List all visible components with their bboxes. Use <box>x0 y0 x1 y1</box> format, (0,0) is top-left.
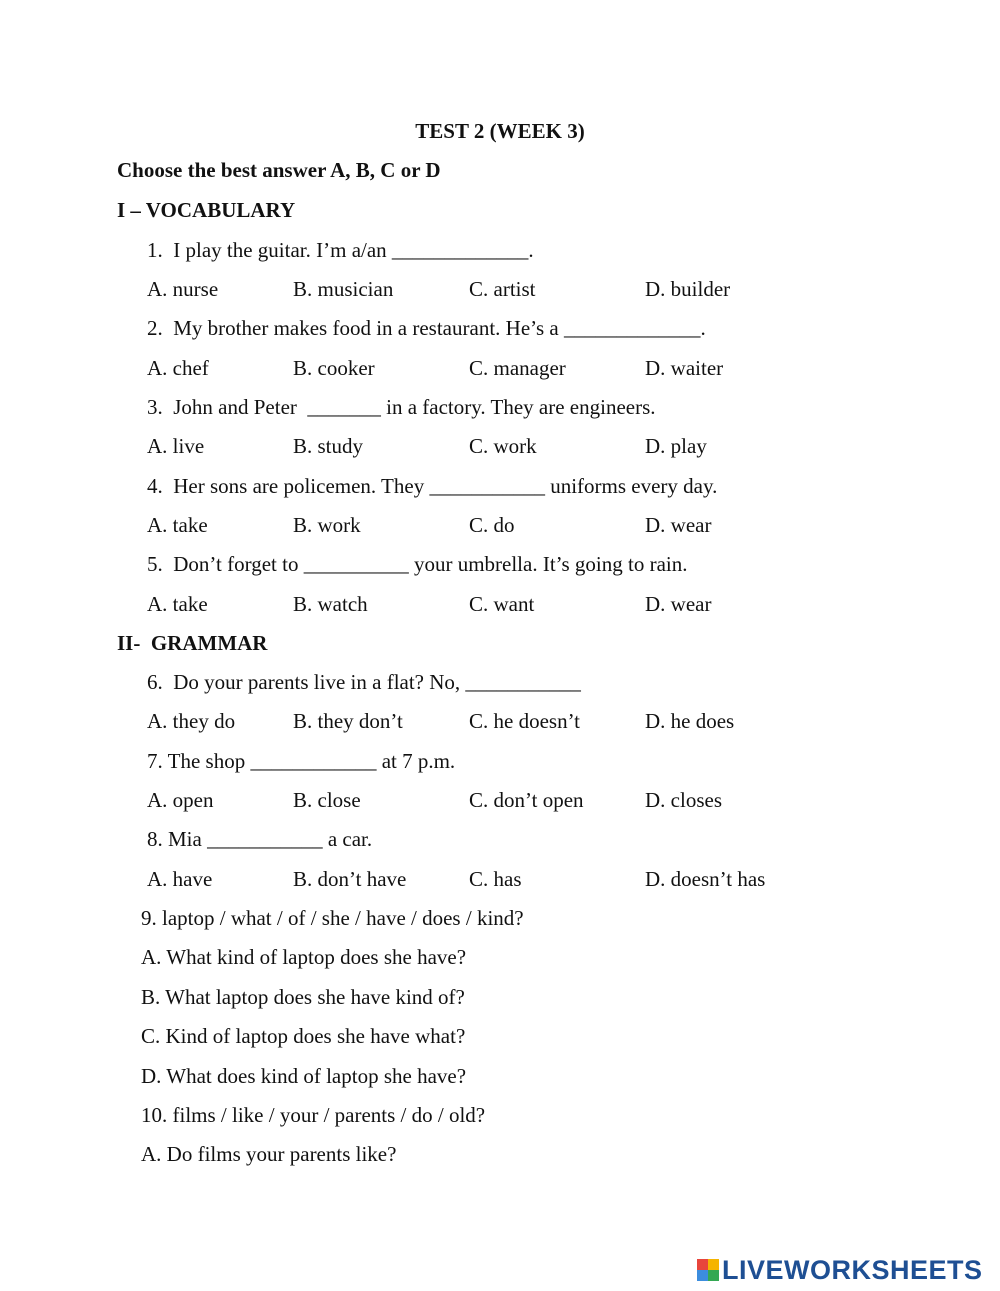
question-7: 7. The shop ____________ at 7 p.m. <box>147 749 456 773</box>
q1-option-b[interactable]: B. musician <box>293 277 394 301</box>
q10-option-a[interactable]: A. Do films your parents like? <box>141 1142 397 1166</box>
question-1: 1. I play the guitar. I’m a/an _____________. <box>147 238 534 262</box>
q7-option-d[interactable]: D. closes <box>645 788 722 812</box>
logo-square-yellow <box>708 1259 719 1270</box>
q9-option-a[interactable]: A. What kind of laptop does she have? <box>141 945 467 969</box>
question-4: 4. Her sons are policemen. They ___________ uniforms every day. <box>147 474 718 498</box>
question-2: 2. My brother makes food in a restaurant. He’s a _____________. <box>147 316 706 340</box>
q3-option-c[interactable]: C. work <box>469 434 537 458</box>
logo-square-blue <box>697 1270 708 1281</box>
q4-option-c[interactable]: C. do <box>469 513 515 537</box>
q3-option-d[interactable]: D. play <box>645 434 707 458</box>
q1-option-c[interactable]: C. artist <box>469 277 536 301</box>
q2-option-c[interactable]: C. manager <box>469 356 566 380</box>
q8-option-d[interactable]: D. doesn’t has <box>645 867 766 891</box>
question-3: 3. John and Peter _______ in a factory. They are engineers. <box>147 395 656 419</box>
liveworksheets-logo[interactable] <box>697 1255 983 1285</box>
q8-option-c[interactable]: C. has <box>469 867 522 891</box>
question-10: 10. films / like / your / parents / do / old? <box>141 1103 486 1127</box>
q6-option-b[interactable]: B. they don’t <box>293 709 403 733</box>
q4-option-a[interactable]: A. take <box>147 513 208 537</box>
q6-option-c[interactable]: C. he doesn’t <box>469 709 581 733</box>
q2-option-b[interactable]: B. cooker <box>293 356 375 380</box>
q6-option-d[interactable]: D. he does <box>645 709 735 733</box>
q9-option-b[interactable]: B. What laptop does she have kind of? <box>141 985 465 1009</box>
q3-option-b[interactable]: B. study <box>293 434 364 458</box>
section-grammar-heading: II- GRAMMAR <box>117 631 268 655</box>
q5-option-b[interactable]: B. watch <box>293 592 368 616</box>
q2-option-d[interactable]: D. waiter <box>645 356 724 380</box>
q5-option-c[interactable]: C. want <box>469 592 535 616</box>
q4-option-b[interactable]: B. work <box>293 513 361 537</box>
question-5: 5. Don’t forget to __________ your umbrella. It’s going to rain. <box>147 552 688 576</box>
liveworksheets-logo-text: LIVEWORKSHEETS <box>722 1254 983 1285</box>
logo-square-red <box>697 1259 708 1270</box>
q7-option-b[interactable]: B. close <box>293 788 361 812</box>
liveworksheets-logo-icon <box>697 1259 719 1281</box>
section-vocabulary-heading: I – VOCABULARY <box>117 198 296 222</box>
question-9: 9. laptop / what / of / she / have / does / kind? <box>141 906 524 930</box>
q1-option-a[interactable]: A. nurse <box>147 277 219 301</box>
q1-option-d[interactable]: D. builder <box>645 277 731 301</box>
q8-option-b[interactable]: B. don’t have <box>293 867 407 891</box>
q4-option-d[interactable]: D. wear <box>645 513 712 537</box>
q7-option-a[interactable]: A. open <box>147 788 214 812</box>
q8-option-a[interactable]: A. have <box>147 867 213 891</box>
q9-option-d[interactable]: D. What does kind of laptop she have? <box>141 1064 467 1088</box>
logo-square-green <box>708 1270 719 1281</box>
q7-option-c[interactable]: C. don’t open <box>469 788 584 812</box>
page-title: TEST 2 (WEEK 3) <box>415 119 585 143</box>
q3-option-a[interactable]: A. live <box>147 434 205 458</box>
q5-option-a[interactable]: A. take <box>147 592 208 616</box>
question-6: 6. Do your parents live in a flat? No, ___________ <box>147 670 581 694</box>
q5-option-d[interactable]: D. wear <box>645 592 712 616</box>
q6-option-a[interactable]: A. they do <box>147 709 236 733</box>
q9-option-c[interactable]: C. Kind of laptop does she have what? <box>141 1024 466 1048</box>
question-8: 8. Mia ___________ a car. <box>147 827 373 851</box>
q2-option-a[interactable]: A. chef <box>147 356 209 380</box>
instruction: Choose the best answer A, B, C or D <box>117 158 441 182</box>
